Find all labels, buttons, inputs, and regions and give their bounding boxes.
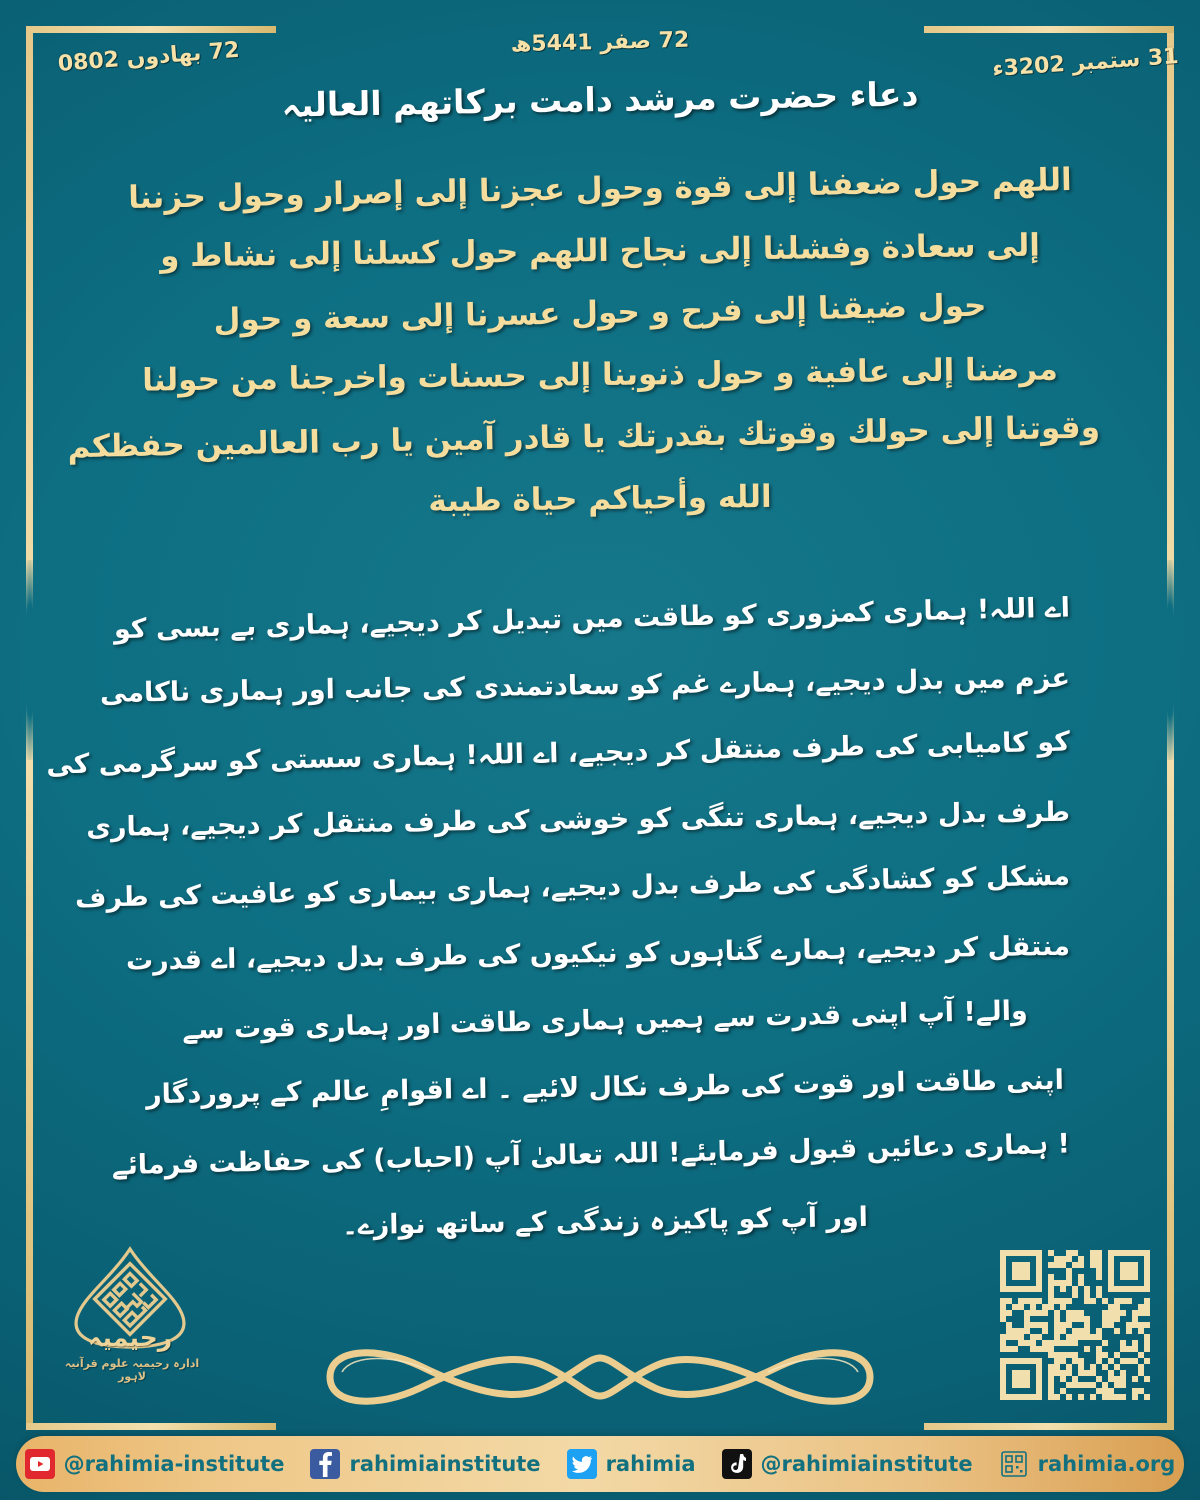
tiktok-handle: @rahimiainstitute: [760, 1452, 973, 1476]
frame-border-bottom-right: [924, 1423, 1174, 1430]
logo-subtitle: ادارہ رحیمیہ علوم قرآنیہ لاہور: [64, 1357, 200, 1383]
social-link-twitter[interactable]: [567, 1449, 696, 1479]
date-gregorian: 13 ستمبر 2023ء: [991, 44, 1179, 82]
social-link-youtube[interactable]: [25, 1449, 285, 1479]
tiktok-icon: [722, 1449, 752, 1479]
website-handle: rahimia.org: [1037, 1452, 1176, 1476]
youtube-handle: @rahimia-institute: [63, 1452, 285, 1476]
translation-line: مشکل کو کشادگی کی طرف بدل دیجیے، ہماری بیماری کو عافیت کی طرف: [74, 860, 1071, 915]
dua-line: وقوتنا إلى حولك وقوتك بقدرتك يا قادر آمين يا رب العالمين حفظكم: [67, 409, 1101, 466]
frame-gap-right: [1160, 560, 1180, 760]
date-hijri: 27 صفر 1445ھ: [510, 27, 690, 58]
social-link-facebook[interactable]: [310, 1449, 540, 1479]
flourish-divider-ornament-icon: [300, 1332, 900, 1422]
social-link-tiktok[interactable]: [722, 1449, 973, 1479]
translation-line: ! ہماری دعائیں قبول فرمایئے! اللہ تعالیٰ آپ (احباب) کی حفاظت فرمائے: [111, 1128, 1071, 1182]
facebook-icon: [310, 1449, 340, 1479]
arabic-dua-block: [67, 158, 1101, 530]
dua-line: الله وأحياكم حياة طيبة: [428, 478, 772, 520]
translation-line: والے! آپ اپنی قدرت سے ہمیں ہماری طاقت اور ہماری قوت سے: [181, 995, 1029, 1046]
social-link-website[interactable]: [999, 1449, 1176, 1479]
translation-line: طرف بدل دیجیے، ہماری تنگی کو خوشی کی طرف منتقل کر دیجیے، ہماری: [86, 796, 1071, 844]
rahimia-logo: [55, 1245, 215, 1395]
translation-line: عزم میں بدل دیجیے، ہمارے غم کو سعادتمندی کی جانب اور ہماری ناکامی: [99, 662, 1071, 709]
frame-border-bottom-left: [26, 1423, 276, 1430]
dua-line: حول ضيقنا إلى فرح و حول عسرنا إلى سعة و حول: [213, 287, 987, 339]
translation-line: اور آپ کو پاکیزہ زندگی کے ساتھ نوازے۔: [341, 1201, 869, 1242]
page-title: دعاء حضرت مرشد دامت بركاتهم العالیہ: [281, 74, 919, 125]
youtube-icon: [25, 1449, 55, 1479]
translation-line: کو کامیابی کی طرف منتقل کر دیجیے، اے اللہ! ہماری سستی کو سرگرمی کی: [45, 726, 1071, 781]
dua-line: اللهم حول ضعفنا إلى قوة وحول عجزنا إلى إصرار وحول حزننا: [127, 161, 1073, 217]
dua-line: إلى سعادة وفشلنا إلى نجاح اللهم حول كسلنا إلى نشاط و: [159, 227, 1041, 275]
facebook-handle: rahimiainstitute: [349, 1452, 541, 1476]
twitter-handle: rahimia: [605, 1452, 696, 1476]
dua-line: مرضنا إلى عافية و حول ذنوبنا إلى حسنات واخرجنا من حولنا: [141, 351, 1058, 399]
qr-code[interactable]: [1000, 1250, 1150, 1400]
translation-line: منتقل کر دیجیے، ہمارے گناہوں کو نیکیوں کی طرف بدل دیجیے، اے قدرت: [125, 930, 1071, 977]
translation-line: اپنی طاقت اور قوت کی طرف نکال لائیے ۔ اے اقوامِ عالم کے پروردگار: [145, 1064, 1065, 1111]
urdu-translation-block: [45, 585, 1071, 1255]
date-bikrami: 27 بھادوں 2080: [57, 37, 241, 77]
twitter-icon: [567, 1449, 597, 1479]
translation-line: اے اللہ! ہماری کمزوری کو طاقت میں تبدیل کر دیجیے، ہماری بے بسی کو: [113, 592, 1071, 646]
social-links-bar: [16, 1436, 1184, 1492]
logo-name: رحیمیہ: [87, 1323, 173, 1352]
frame-gap-left: [20, 560, 40, 760]
qr-small-icon: [999, 1449, 1029, 1479]
